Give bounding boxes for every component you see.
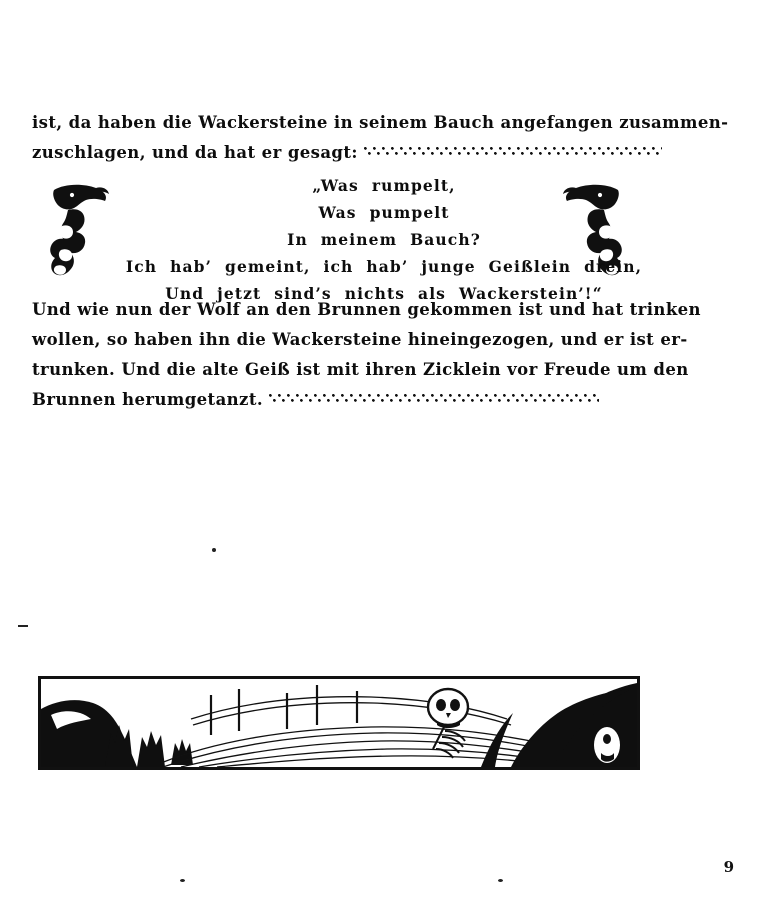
- dot-filler-ornament: [364, 147, 662, 156]
- paragraph-bottom-line: [32, 385, 648, 415]
- paragraph-bottom: [32, 295, 701, 415]
- skeleton-landscape-engraving: [38, 676, 640, 770]
- paragraph-bottom-line: wollen, so haben ihn die Wackersteine hineingezogen, und er ist er-: [32, 330, 688, 349]
- scan-speck: [180, 879, 185, 882]
- paragraph-top-line: [32, 138, 644, 168]
- dot-filler-ornament: [269, 394, 599, 403]
- verse-line: Ich hab’ gemeint, ich hab’ junge Geißlein drein,: [125, 257, 643, 276]
- verse-line: Was pumpelt: [318, 203, 450, 222]
- verse-line: „Was rumpelt,: [312, 176, 456, 195]
- verse-block: [120, 172, 648, 307]
- page-number: 9: [723, 858, 734, 876]
- paragraph-top-line-text: zuschlagen, und da hat er gesagt:: [32, 143, 358, 162]
- paragraph-top-line: ist, da haben die Wackersteine in seinem Bauch angefangen zusammen-: [32, 113, 729, 132]
- verse-line: In meinem Bauch?: [287, 230, 481, 249]
- scan-speck: [18, 625, 28, 627]
- paragraph-top: [32, 108, 729, 168]
- verse-line: Und jetzt sind’s nichts als Wackerstein’!“: [165, 284, 603, 303]
- wolf-head-vignette-icon: [48, 180, 112, 288]
- paragraph-bottom-line: Und wie nun der Wolf an den Brunnen gekommen ist und hat trinken: [32, 300, 701, 319]
- scan-speck: [212, 548, 216, 552]
- paragraph-bottom-line-text: Brunnen herumgetanzt.: [32, 390, 263, 409]
- paragraph-bottom-line: trunken. Und die alte Geiß ist mit ihren Zicklein vor Freude um den: [32, 360, 689, 379]
- scan-speck: [498, 879, 503, 882]
